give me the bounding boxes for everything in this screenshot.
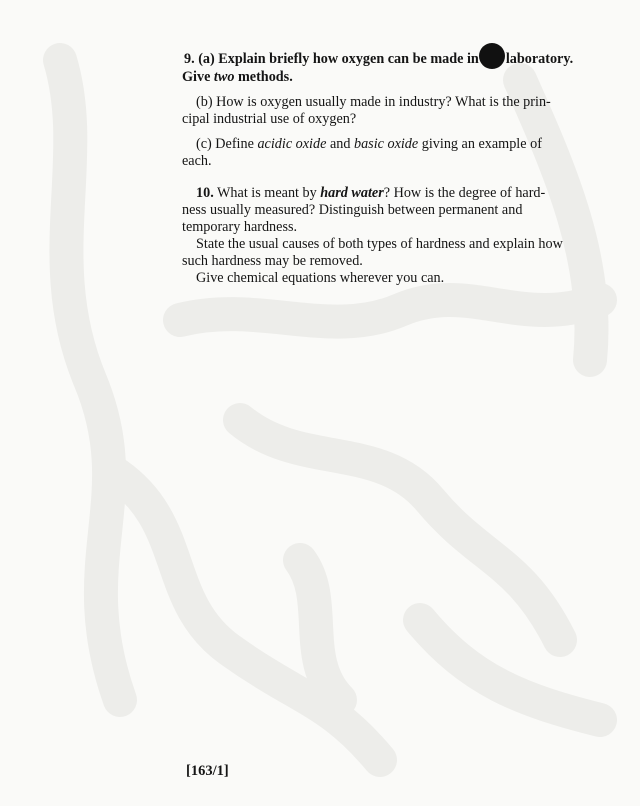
- question-10: [184, 185, 594, 287]
- part-c-text-end: giving an example of: [418, 136, 542, 152]
- q10-para3: Give chemical equations wherever you can.: [196, 270, 445, 286]
- question-10-para2: [196, 236, 594, 253]
- q10-text-end: ? How is the degree of hard-: [383, 185, 546, 201]
- part-a-line2: Give: [182, 69, 214, 85]
- part-a-text: (a) Explain briefly how oxygen can be made in: [198, 51, 479, 67]
- term-basic-oxide: basic oxide: [353, 136, 419, 152]
- part-a-text-end: laboratory.: [505, 51, 574, 67]
- part-b-line1: (b) How is oxygen usually made in industry? What is the prin-: [196, 94, 551, 110]
- question-9b: [196, 94, 594, 111]
- question-9a: [184, 43, 594, 69]
- q10-line3: temporary hardness.: [182, 219, 298, 235]
- question-9b-line2: [182, 111, 594, 128]
- question-10-para2-line2: [182, 253, 594, 270]
- question-number: 10.: [196, 185, 214, 201]
- page-folio: [163/1]: [186, 763, 229, 779]
- part-c-and: and: [326, 136, 354, 152]
- question-10-line1: [196, 185, 594, 202]
- part-b-line2: cipal industrial use of oxygen?: [182, 111, 357, 127]
- q10-text: What is meant by: [217, 185, 321, 201]
- question-10-line3: [182, 219, 594, 236]
- q10-para2-line2: such hardness may be removed.: [182, 253, 363, 269]
- question-9: [184, 43, 594, 170]
- term-acidic-oxide: acidic oxide: [257, 136, 327, 152]
- question-10-para3: [196, 270, 594, 287]
- q10-para2-line1: State the usual causes of both types of hardness and explain how: [196, 236, 563, 252]
- question-9a-line2: [182, 69, 594, 86]
- part-a-line2-end: methods.: [234, 69, 293, 85]
- question-number: 9.: [184, 51, 195, 67]
- term-hard-water: hard water: [320, 185, 384, 201]
- ink-blot: [479, 43, 505, 69]
- question-9c-line2: [182, 153, 594, 170]
- question-10-line2: [182, 202, 594, 219]
- part-c-text: (c) Define: [196, 136, 258, 152]
- part-c-line2: each.: [182, 153, 212, 169]
- question-9c: [196, 136, 594, 153]
- q10-line2: ness usually measured? Distinguish between permanent and: [182, 202, 523, 218]
- emphasis: two: [213, 69, 235, 85]
